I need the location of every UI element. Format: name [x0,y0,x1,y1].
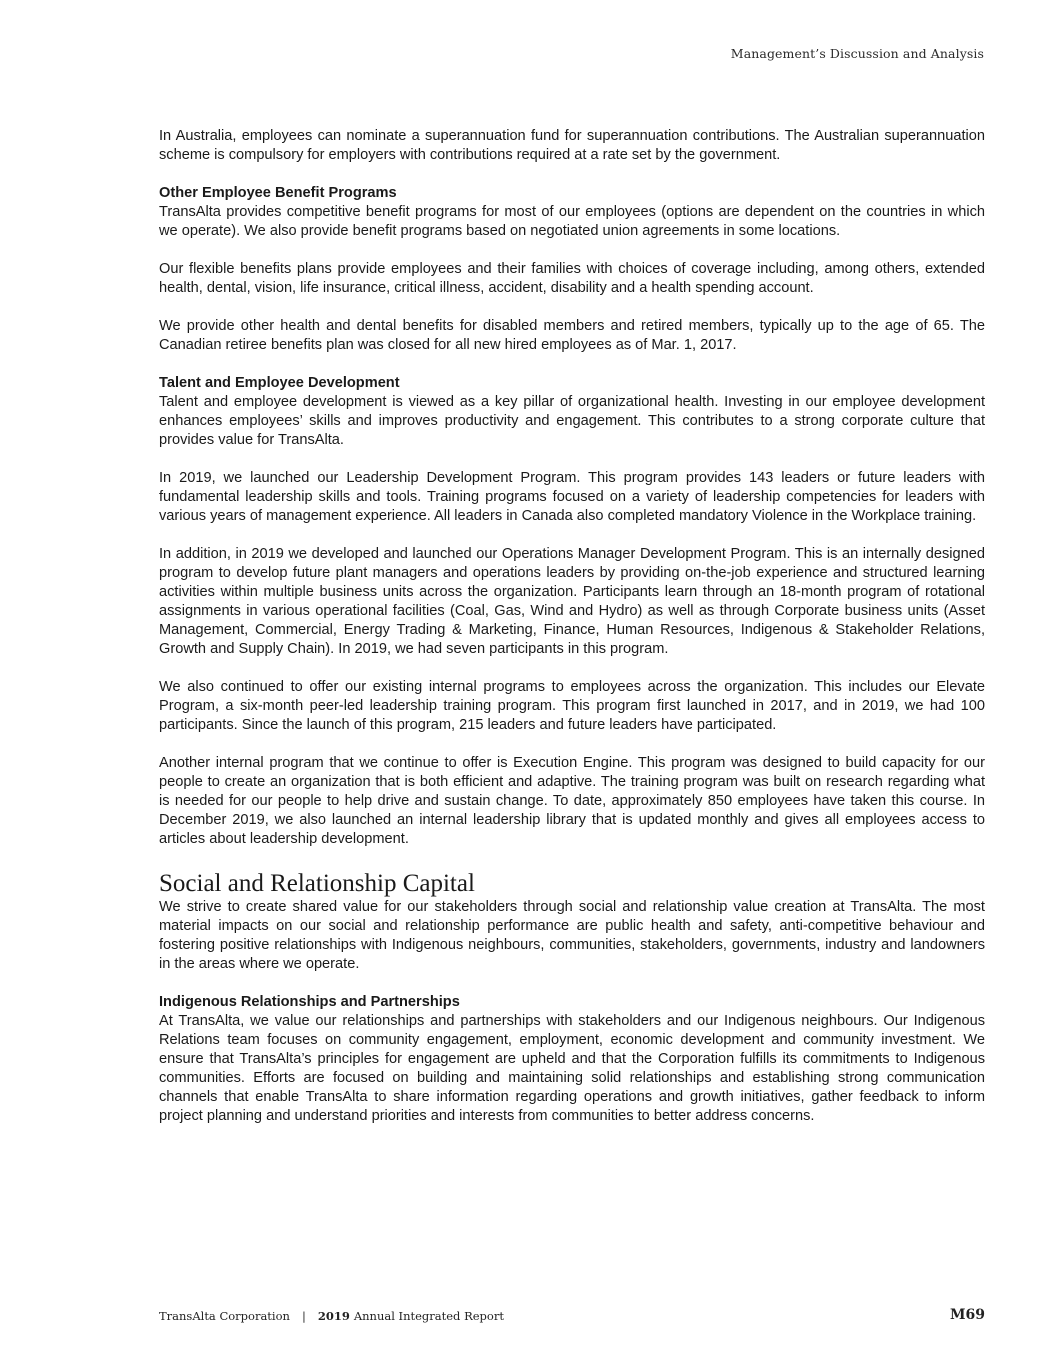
footer-left [159,1309,504,1323]
paragraph-talent-5: Another internal program that we continue to offer is Execution Engine. This program was designed to build capacity for our people to create an organization that is both efficient and adaptive. The training program was built on research regarding what is needed for our people to help drive and sustain change. To date, approximately 850 employees have taken this course. In December 2019, we also launched an internal leadership library that is updated monthly and gives all employees access to articles about leadership development. [159,755,985,847]
subheading-talent: Talent and Employee Development [159,375,400,391]
paragraph-social-1: We strive to create shared value for our stakeholders through social and relationship value creation at TransAlta. The most material impacts on our social and relationship performance are public health and safety, anti-competitive behaviour and fostering positive relationships with Indigenous neighbours, communities, stakeholders, governments, industry and landowners in the areas where we operate. [159,899,985,972]
subheading-indigenous: Indigenous Relationships and Partnerships [159,994,460,1010]
paragraph-talent-3: In addition, in 2019 we developed and launched our Operations Manager Development Program. This is an internally designed program to develop future plant managers and operations leaders by providing on-the-job experience and structured learning activities within multiple business units across the organization. Participants learn through an 18-month program of rotational assignments in various operational facilities (Coal, Gas, Wind and Hydro) as well as through Corporate business units (Asset Management, Commercial, Energy Trading & Marketing, Finance, Human Resources, Indigenous & Stakeholder Relations, Growth and Supply Chain). In 2019, we had seven participants in this program. [159,546,985,657]
footer-report-name: Annual Integrated Report [353,1309,504,1323]
running-header: Management’s Discussion and Analysis [730,46,984,61]
paragraph-benefits-2: Our flexible benefits plans provide employees and their families with choices of coverage including, among others, extended health, dental, vision, life insurance, critical illness, accident, disability and a health spending account. [159,261,985,296]
footer-separator: | [301,1309,306,1323]
paragraph-talent-2: In 2019, we launched our Leadership Development Program. This program provides 143 leaders or future leaders with fundamental leadership skills and tools. Training programs focused on a variety of leadership competencies for leaders with various years of management experience. All leaders in Canada also completed mandatory Violence in the Workplace training. [159,470,985,524]
paragraph-superannuation: In Australia, employees can nominate a superannuation fund for superannuation contributions. The Australian superannuation scheme is compulsory for employers with contributions required at a rate set by the government. [159,128,985,163]
paragraph-talent-1: Talent and employee development is viewed as a key pillar of organizational health. Investing in our employee development enhances employees’ skills and improves productivity and engagement. This contributes to a strong corporate culture that provides value for TransAlta. [159,394,985,448]
page-number: M69 [950,1307,985,1323]
section-heading-social: Social and Relationship Capital [159,870,475,897]
paragraph-talent-4: We also continued to offer our existing internal programs to employees across the organization. This includes our Elevate Program, a six-month peer-led leadership training program. This program first launched in 2017, and in 2019, we had 100 participants. Since the launch of this program, 215 leaders and future leaders have participated. [159,679,985,733]
paragraph-benefits-1: TransAlta provides competitive benefit programs for most of our employees (options are dependent on the countries in which we operate). We also provide benefit programs based on negotiated union agreements in some locations. [159,204,985,239]
paragraph-benefits-3: We provide other health and dental benefits for disabled members and retired members, typically up to the age of 65. The Canadian retiree benefits plan was closed for all new hired employees as of Mar. 1, 2017. [159,318,985,353]
page-content [159,127,985,1126]
subheading-other-benefits: Other Employee Benefit Programs [159,185,397,201]
paragraph-indigenous-1: At TransAlta, we value our relationships and partnerships with stakeholders and our Indigenous neighbours. Our Indigenous Relations team focuses on community engagement, employment, economic development and community investment. We ensure that TransAlta’s principles for engagement are upheld and that the Corporation fulfills its commitments to Indigenous communities. Efforts are focused on building and maintaining solid relationships and establishing strong communication channels that enable TransAlta to share information regarding operations and growth initiatives, gather feedback to inform project planning and understand priorities and interests from communities to better address concerns. [159,1013,985,1124]
footer-company: TransAlta Corporation [159,1309,290,1323]
footer-year: 2019 [317,1309,350,1323]
